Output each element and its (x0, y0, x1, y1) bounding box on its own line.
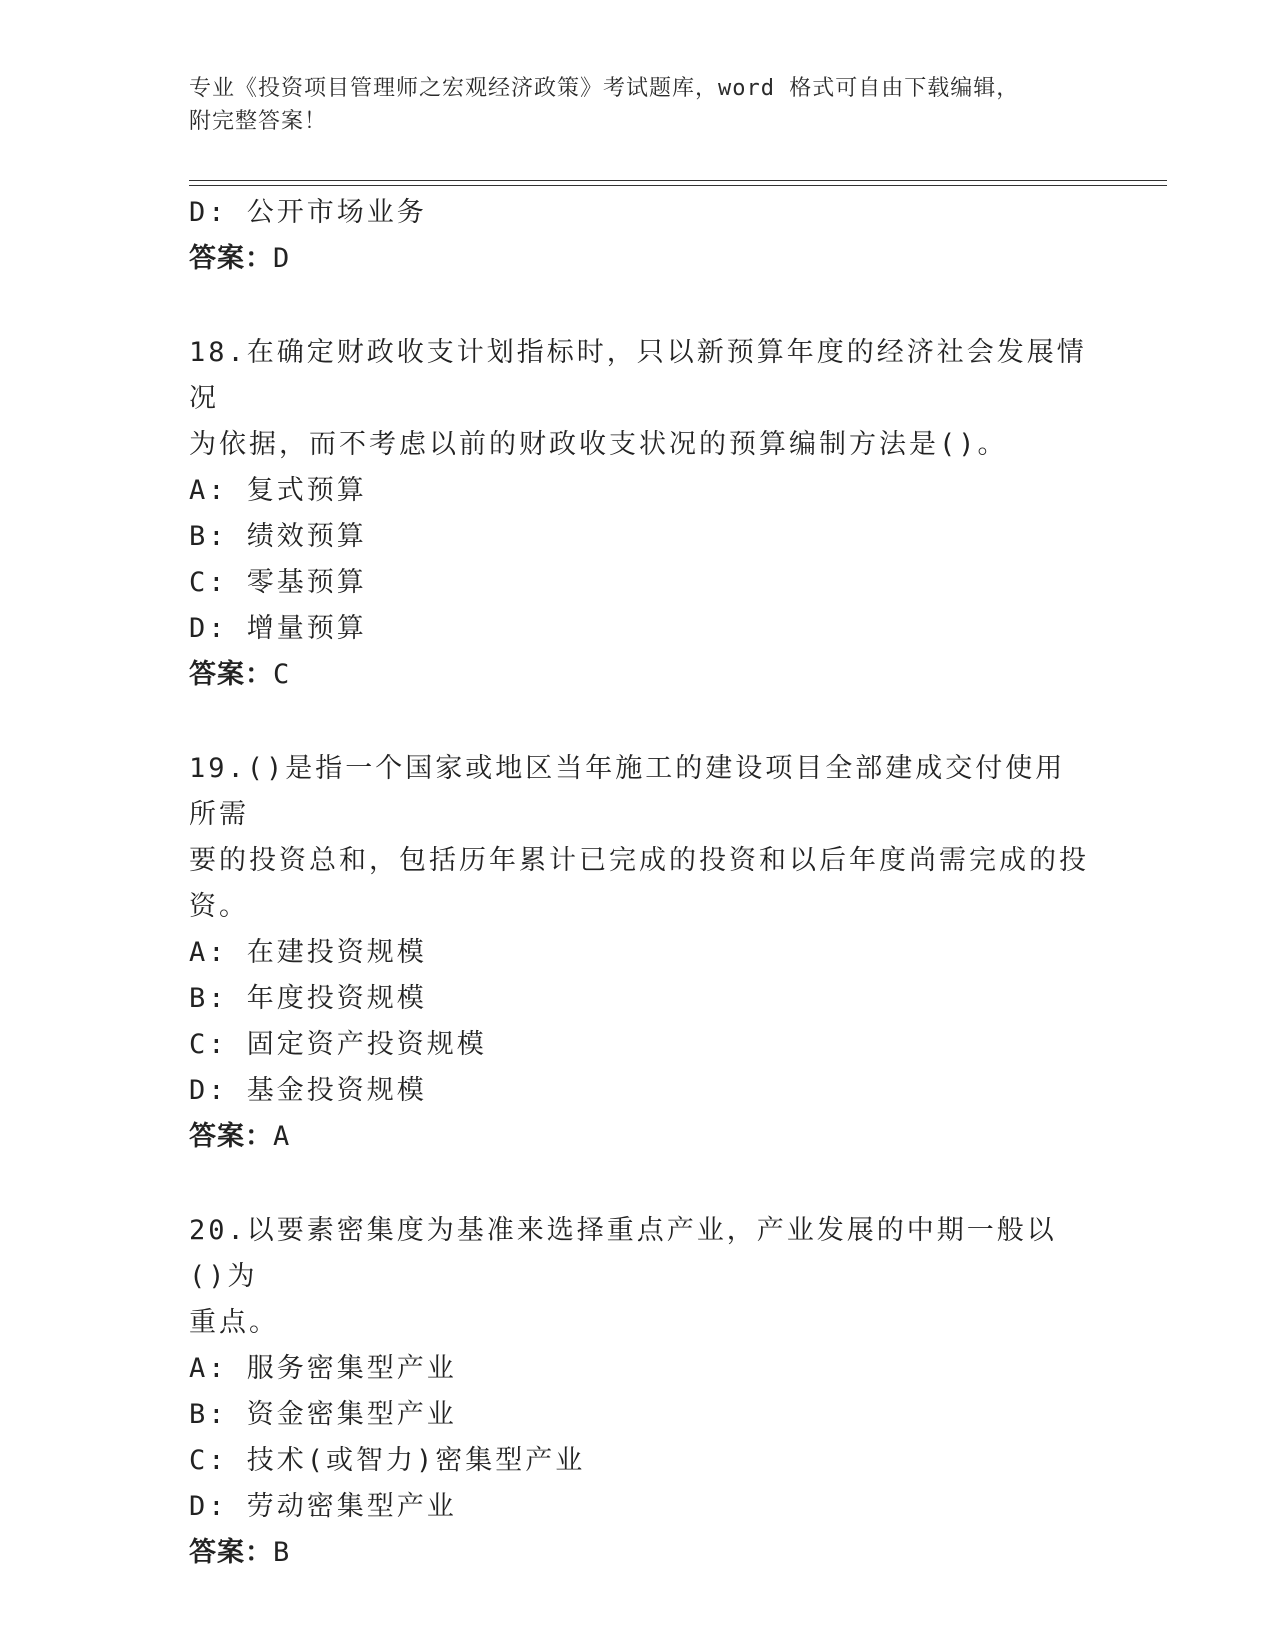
question-stem-line: 资。 (189, 891, 249, 922)
answer-line (189, 1530, 1089, 1576)
option-c: C: 技术(或智力)密集型产业 (189, 1445, 586, 1476)
answer-label: 答案： (189, 1537, 273, 1568)
document-header (189, 72, 1069, 138)
option-d: D: 基金投资规模 (189, 1075, 427, 1106)
option-c: C: 固定资产投资规模 (189, 1029, 487, 1060)
answer-label: 答案： (189, 659, 273, 690)
question-stem-line: 为依据，而不考虑以前的财政收支状况的预算编制方法是()。 (189, 429, 1008, 460)
question-stem-line: 19.()是指一个国家或地区当年施工的建设项目全部建成交付使用所需 (189, 753, 1066, 830)
answer-line (189, 236, 1089, 282)
answer-line (189, 652, 1089, 698)
option-c: C: 零基预算 (189, 567, 367, 598)
option-a: A: 服务密集型产业 (189, 1353, 457, 1384)
question-stem-line: 要的投资总和，包括历年累计已完成的投资和以后年度尚需完成的投 (189, 845, 1089, 876)
header-line-2: 附完整答案！ (189, 109, 328, 134)
option-b: B: 年度投资规模 (189, 983, 427, 1014)
option-a: A: 在建投资规模 (189, 937, 427, 968)
option-b: B: 绩效预算 (189, 521, 367, 552)
option-d: D: 公开市场业务 (189, 197, 427, 228)
question-stem-line: 18.在确定财政收支计划指标时，只以新预算年度的经济社会发展情况 (189, 337, 1087, 414)
answer-label: 答案： (189, 243, 273, 274)
option-d: D: 增量预算 (189, 613, 367, 644)
answer-value: A (273, 1121, 291, 1152)
question-stem-line: 20.以要素密集度为基准来选择重点产业，产业发展的中期一般以()为 (189, 1215, 1057, 1292)
question-20 (189, 1208, 1089, 1576)
document-body (189, 190, 1089, 1576)
answer-value: B (273, 1537, 291, 1568)
question-18 (189, 330, 1089, 698)
answer-label: 答案： (189, 1121, 273, 1152)
question-stem-line: 重点。 (189, 1307, 279, 1338)
option-d: D: 劳动密集型产业 (189, 1491, 457, 1522)
previous-question-tail (189, 190, 1089, 282)
header-divider (189, 180, 1167, 186)
answer-line (189, 1114, 1089, 1160)
option-a: A: 复式预算 (189, 475, 367, 506)
option-b: B: 资金密集型产业 (189, 1399, 457, 1430)
header-line-1: 专业《投资项目管理师之宏观经济政策》考试题库，word 格式可自由下载编辑， (189, 76, 1020, 101)
answer-value: D (273, 243, 291, 274)
question-19 (189, 746, 1089, 1160)
answer-value: C (273, 659, 291, 690)
